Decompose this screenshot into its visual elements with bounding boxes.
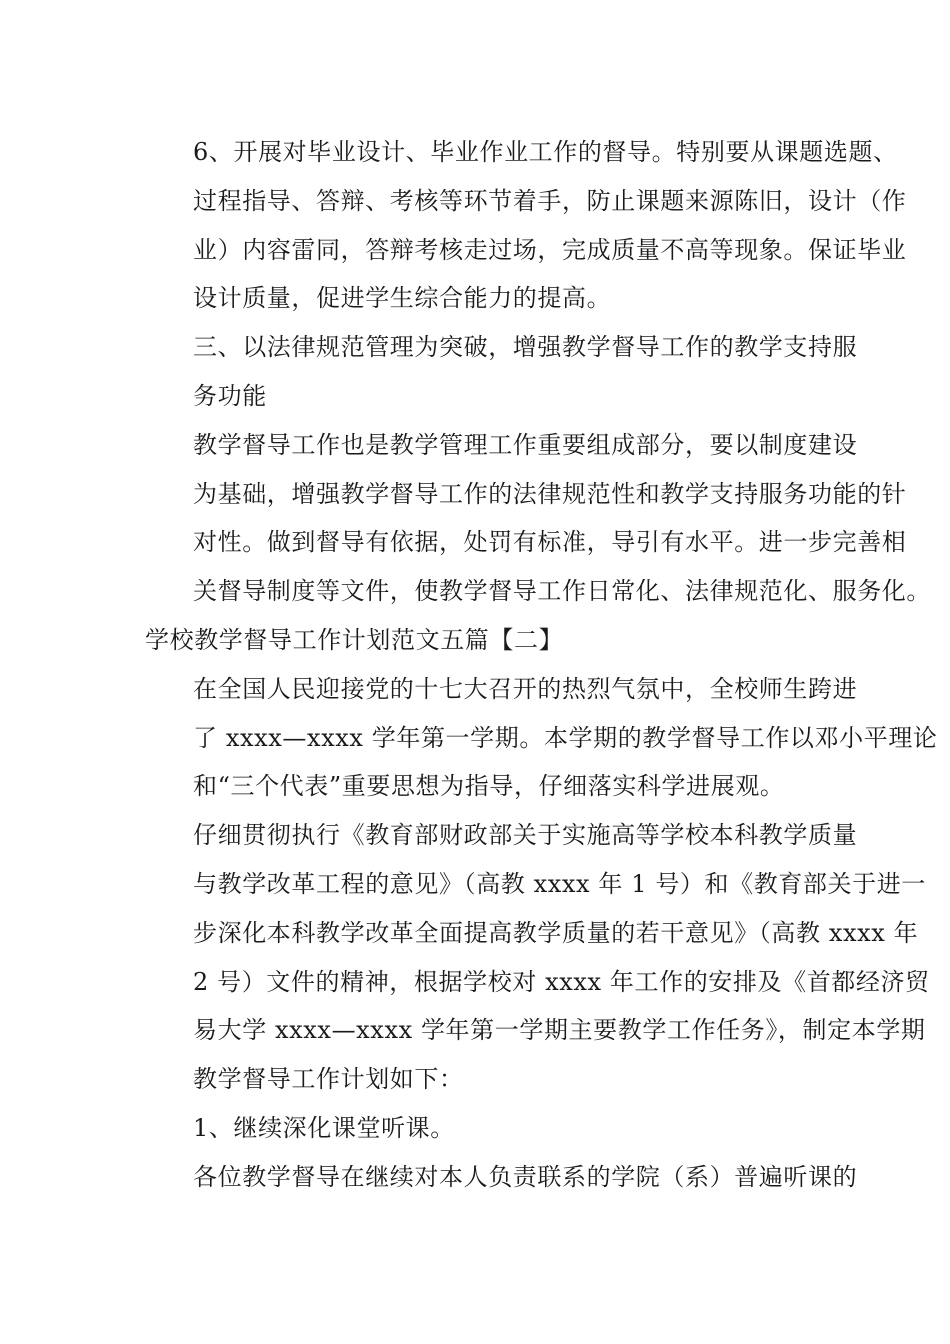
text-line: 与教学改革工程的意见》（高教 xxxx 年 1 号）和《教育部关于进一 [193,869,926,898]
body-paragraph [145,1153,858,1202]
text-line: 各位教学督导在继续对本人负责联系的学院（系）普遍听课的 [193,1162,858,1191]
text-line: 教学督导工作也是教学管理工作重要组成部分，要以制度建设 [193,430,858,459]
text-line: 2 号）文件的精神，根据学校对 xxxx 年工作的安排及《首都经济贸 [193,967,930,996]
document-body [145,128,938,1202]
text-line: 6、开展对毕业设计、毕业作业工作的督导。特别要从课题选题、 [193,138,898,166]
text-line: 仔细贯彻执行《教育部财政部关于实施高等学校本科教学质量 [193,821,858,850]
text-line: 了 xxxx—xxxx 学年第一学期。本学期的教学督导工作以邓小平理论 [193,723,938,752]
text-line: 1、继续深化课堂听课。 [193,1113,455,1142]
section-heading [145,616,810,665]
text-line: 学校教学督导工作计划范文五篇【二】 [145,625,564,654]
body-paragraph [145,665,938,811]
text-line: 关督导制度等文件，使教学督导工作日常化、法律规范化、服务化。 [193,577,931,606]
text-line: 易大学 xxxx—xxxx 学年第一学期主要教学工作任务》，制定本学期 [193,1016,926,1045]
text-line: 为基础，增强教学督导工作的法律规范性和教学支持服务功能的针 [193,479,907,508]
text-line: 过程指导、答辩、考核等环节着手，防止课题来源陈旧，设计（作 [193,186,907,215]
text-line: 对性。做到督导有依据，处罚有标准，导引有水平。进一步完善相 [193,528,907,557]
body-paragraph [145,1104,810,1153]
body-paragraph [145,128,907,323]
body-paragraph [145,811,930,1104]
text-line: 务功能 [193,381,267,410]
text-line: 在全国人民迎接党的十七大召开的热烈气氛中，全校师生跨进 [193,674,858,703]
text-line: 和“三个代表”重要思想为指导，仔细落实科学进展观。 [193,772,785,801]
text-line: 业）内容雷同，答辩考核走过场，完成质量不高等现象。保证毕业 [193,235,907,264]
text-line: 设计质量，促进学生综合能力的提高。 [193,284,612,313]
text-line: 三、以法律规范管理为突破，增强教学督导工作的教学支持服 [193,333,858,362]
text-line: 步深化本科教学改革全面提高教学质量的若干意见》（高教 xxxx 年 [193,918,919,947]
body-paragraph [145,421,931,616]
body-paragraph [145,323,858,421]
text-line: 教学督导工作计划如下： [193,1065,464,1094]
